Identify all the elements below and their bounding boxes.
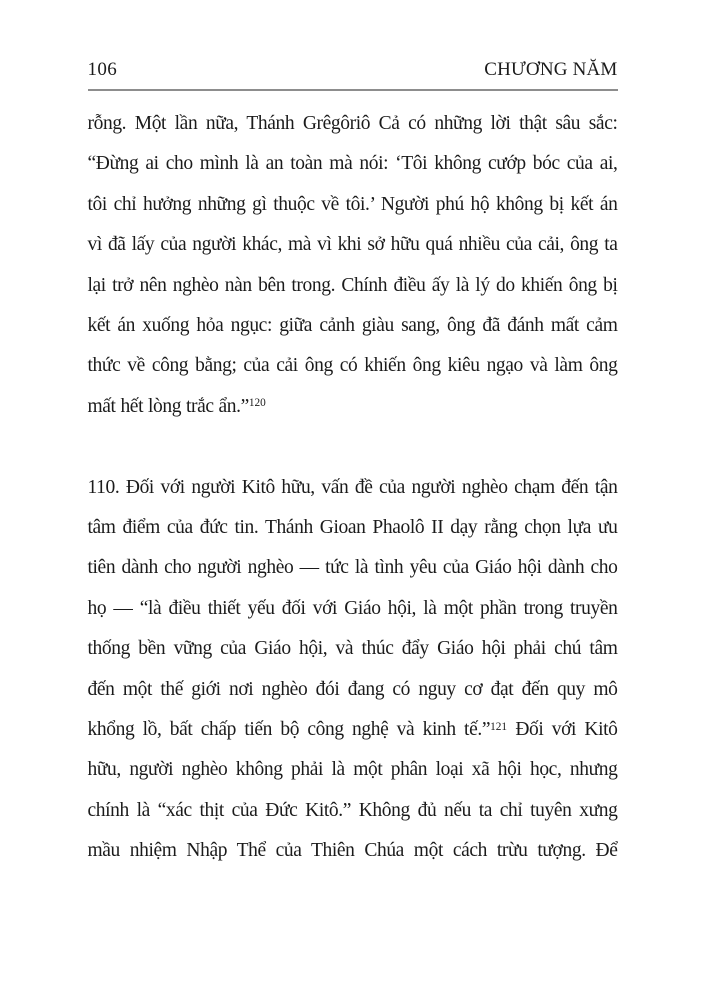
text-line [88, 144, 618, 184]
text-run: mầu nhiệm Nhập Thể của Thiên Chúa một cách trừu tượng. Để [87, 840, 618, 862]
text-line [88, 831, 618, 871]
text-line [88, 266, 618, 306]
text-run: họ — “là điều thiết yếu đối với Giáo hội, là một phần trong truyền [87, 597, 618, 619]
text-line [88, 710, 618, 750]
text-run: tiên dành cho người nghèo — tức là tình yêu của Giáo hội dành cho [87, 557, 618, 579]
text-line [88, 306, 618, 346]
text-run: kết án xuống hỏa ngục: giữa cảnh giàu sang, ông đã đánh mất cảm [87, 315, 618, 337]
text-line [88, 104, 618, 144]
footnote-reference: 120 [248, 397, 266, 410]
text-run: Đối với Kitô [507, 719, 618, 741]
text-run: thức về công bằng; của cải ông có khiến ông kiêu ngạo và làm ông [87, 355, 618, 377]
text-run: thống bền vững của Giáo hội, và thúc đẩy Giáo hội phải chú tâm [87, 638, 618, 660]
text-block [88, 0, 618, 872]
paragraph-2 [88, 468, 618, 872]
text-line [88, 346, 618, 386]
text-line [88, 670, 618, 710]
text-run: “Đừng ai cho mình là an toàn mà nói: ‘Tôi không cướp bóc của ai, [87, 153, 618, 175]
text-line [88, 589, 618, 629]
text-line [88, 185, 618, 225]
text-run: tôi chỉ hưởng những gì thuộc về tôi.’ Người phú hộ không bị kết án [87, 193, 618, 215]
text-run: khổng lồ, bất chấp tiến bộ công nghệ và kinh tế.” [87, 719, 491, 741]
text-line [88, 750, 618, 790]
paragraph-1 [88, 104, 618, 427]
text-run: đến một thế giới nơi nghèo đói đang có nguy cơ đạt đến quy mô [87, 678, 618, 700]
text-run: vì đã lấy của người khác, mà vì khi sở hữu quá nhiều của cải, ông ta [87, 234, 618, 256]
text-line [88, 468, 618, 508]
footnote-reference: 121 [490, 720, 508, 733]
text-run: 110. Đối với người Kitô hữu, vấn đề của người nghèo chạm đến tận [87, 476, 618, 498]
text-run: rỗng. Một lần nữa, Thánh Grêgôriô Cả có những lời thật sâu sắc: [87, 113, 618, 134]
running-header [88, 58, 618, 82]
text-line [88, 548, 618, 588]
page-body [88, 104, 618, 872]
text-run: chính là “xác thịt của Đức Kitô.” Không đủ nếu ta chỉ tuyên xưng [87, 799, 618, 821]
text-run: lại trở nên nghèo nàn bên trong. Chính điều ấy là lý do khiến ông bị [87, 274, 618, 296]
text-line [88, 791, 618, 831]
text-line [88, 629, 618, 669]
text-run: mất hết lòng trắc ẩn.” [87, 395, 249, 417]
text-run: tâm điểm của đức tin. Thánh Gioan Phaolô II dạy rằng chọn lựa ưu [87, 517, 618, 539]
text-line [88, 225, 618, 265]
text-run: hữu, người nghèo không phải là một phân loại xã hội học, nhưng [87, 759, 618, 781]
header-divider-rule [88, 89, 618, 91]
page-number: 106 [87, 59, 118, 80]
chapter-running-title: CHƯƠNG NĂM [484, 59, 618, 80]
text-line [88, 387, 618, 427]
text-line [88, 508, 618, 548]
